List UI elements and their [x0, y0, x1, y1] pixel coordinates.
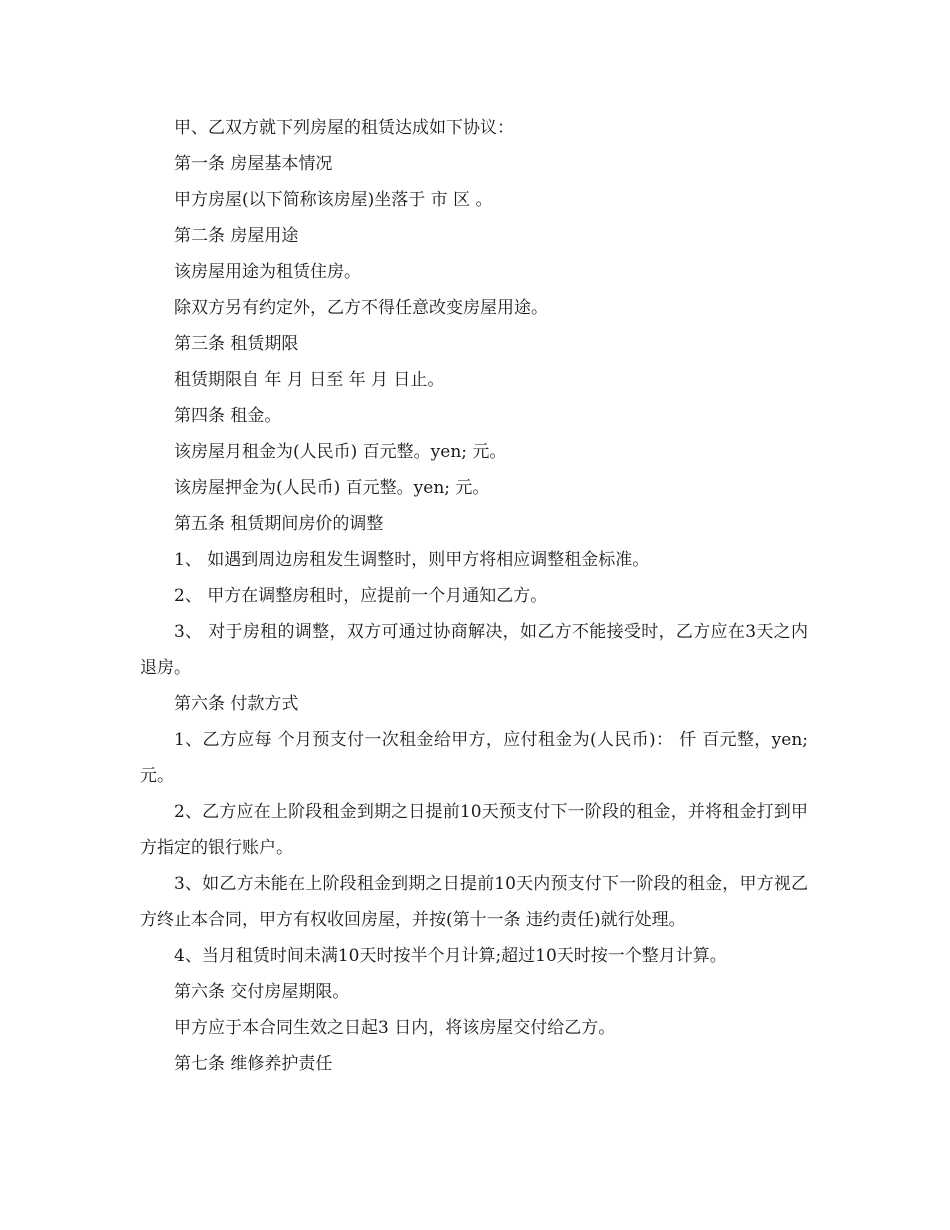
list-item: 2、乙方应在上阶段租金到期之日提前10天预支付下一阶段的租金，并将租金打到甲方指定的银行账户。 — [140, 802, 808, 858]
list-item: 4、当月租赁时间未满10天时按半个月计算;超过10天时按一个整月计算。 — [174, 946, 727, 966]
paragraph: 租赁期限自 年 月 日至 年 月 日止。 — [174, 370, 445, 390]
heading-article-1: 第一条 房屋基本情况 — [174, 154, 333, 174]
heading-article-4: 第四条 租金。 — [174, 406, 282, 426]
list-item: 1、乙方应每 个月预支付一次租金给甲方，应付租金为(人民币)： 仟 百元整，yen; 元。 — [140, 730, 814, 786]
heading-article-5: 第五条 租赁期间房价的调整 — [174, 514, 384, 534]
document-body — [140, 110, 814, 1082]
list-item: 3、如乙方未能在上阶段租金到期之日提前10天内预支付下一阶段的租金，甲方视乙方终止本合同，甲方有权收回房屋，并按(第十一条 违约责任)就行处理。 — [140, 874, 808, 930]
paragraph: 甲方应于本合同生效之日起3 日内，将该房屋交付给乙方。 — [174, 1018, 616, 1038]
paragraph-intro: 甲、乙双方就下列房屋的租赁达成如下协议： — [174, 118, 514, 138]
paragraph: 该房屋用途为租赁住房。 — [174, 262, 361, 282]
list-item: 2、 甲方在调整房租时，应提前一个月通知乙方。 — [174, 586, 548, 606]
heading-article-6: 第六条 付款方式 — [174, 694, 299, 714]
heading-article-7: 第七条 维修养护责任 — [174, 1054, 333, 1074]
paragraph: 该房屋押金为(人民币) 百元整。yen; 元。 — [174, 478, 490, 498]
heading-article-6b: 第六条 交付房屋期限。 — [174, 982, 350, 1002]
list-item: 3、 对于房租的调整，双方可通过协商解决，如乙方不能接受时，乙方应在3天之内退房。 — [140, 622, 808, 678]
paragraph: 甲方房屋(以下简称该房屋)坐落于 市 区 。 — [174, 190, 493, 210]
heading-article-3: 第三条 租赁期限 — [174, 334, 299, 354]
paragraph: 除双方另有约定外，乙方不得任意改变房屋用途。 — [174, 298, 548, 318]
paragraph: 该房屋月租金为(人民币) 百元整。yen; 元。 — [174, 442, 507, 462]
list-item: 1、 如遇到周边房租发生调整时，则甲方将相应调整租金标准。 — [174, 550, 650, 570]
heading-article-2: 第二条 房屋用途 — [174, 226, 299, 246]
